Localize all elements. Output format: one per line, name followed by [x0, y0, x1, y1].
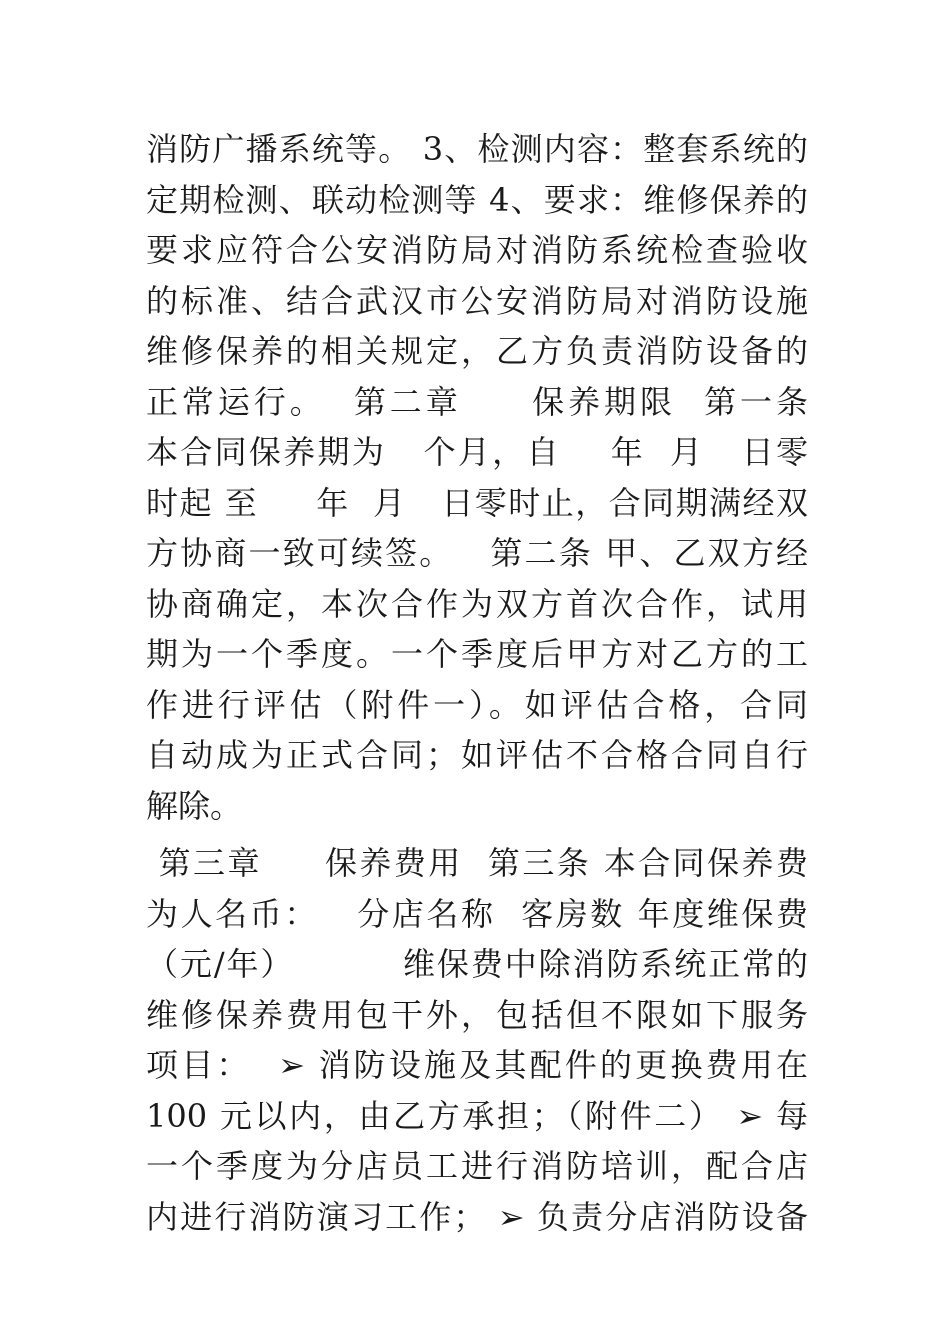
- document-body: [146, 124, 808, 1242]
- text-line: 时起 至 年 月 日零时止，合同期满经双: [146, 483, 808, 522]
- text-line: 协商确定，本次合作为双方首次合作，试用: [146, 584, 808, 623]
- text-line: 自动成为正式合同；如评估不合格合同自行: [146, 736, 808, 774]
- text-line: 消防广播系统等。 3、检测内容：整套系统的: [146, 130, 808, 168]
- text-line: 为人名币： 分店名称 客房数 年度维保费: [146, 894, 808, 933]
- text-line: 维修保养的相关规定，乙方负责消防设备的: [146, 332, 808, 370]
- paragraph-spacer: [146, 831, 808, 838]
- text-line: 定期检测、联动检测等 4、要求：维修保养的: [146, 180, 808, 219]
- text-line: 第三章 保养费用 第三条 本合同保养费: [146, 844, 808, 882]
- paragraph-scope-and-term: [146, 124, 808, 831]
- text-line: 一个季度为分店员工进行消防培训，配合店: [146, 1147, 808, 1185]
- text-line: 方协商一致可续签。 第二条 甲、乙双方经: [146, 534, 808, 572]
- text-line: 内进行消防演习工作； ➢ 负责分店消防设备: [146, 1197, 808, 1236]
- text-line: 解除。: [146, 786, 243, 825]
- text-line: 正常运行。 第二章 保养期限 第一条: [146, 382, 808, 421]
- text-line: 期为一个季度。一个季度后甲方对乙方的工: [146, 635, 808, 673]
- text-line: 的标准、结合武汉市公安消防局对消防设施: [146, 281, 808, 320]
- text-line: 项目： ➢ 消防设施及其配件的更换费用在: [146, 1046, 808, 1084]
- text-line: 作进行评估（附件一）。如评估合格，合同: [146, 685, 808, 724]
- text-line: 维修保养费用包干外，包括但不限如下服务: [146, 995, 808, 1034]
- text-line: 100 元以内，由乙方承担；（附件二） ➢ 每: [146, 1096, 808, 1135]
- paragraph-maintenance-fees: [146, 838, 808, 1242]
- text-line: （元/年） 维保费中除消防系统正常的: [146, 945, 808, 983]
- text-line: 本合同保养期为 个月，自 年 月 日零: [146, 433, 808, 471]
- text-line: 要求应符合公安消防局对消防系统检查验收: [146, 231, 808, 269]
